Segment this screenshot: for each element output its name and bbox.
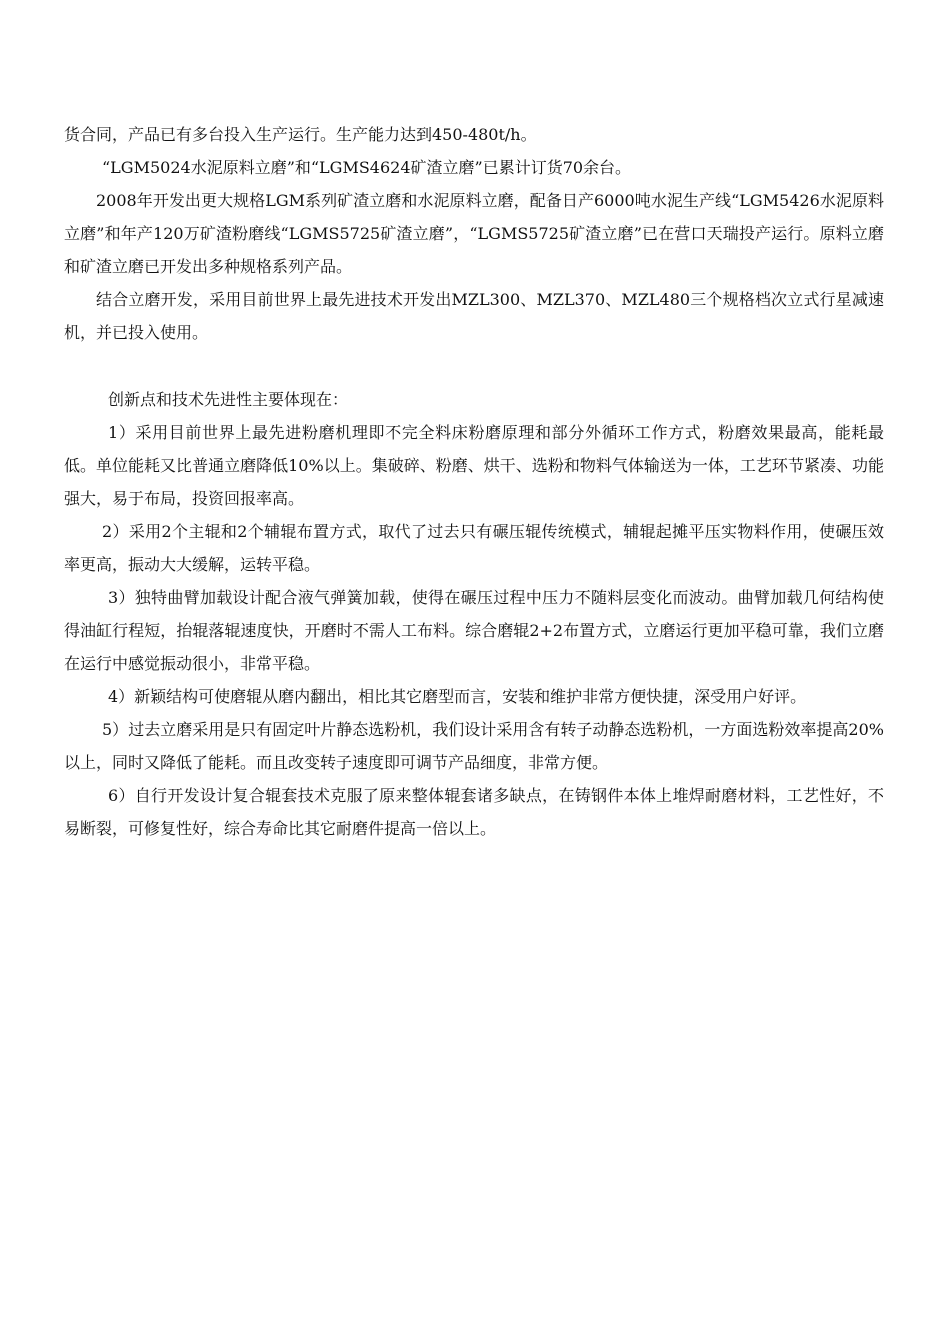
point-2: 2）采用2个主辊和2个辅辊布置方式，取代了过去只有碾压辊传统模式，辅辊起摊平压实物料作用，使碾压效率更高，振动大大缓解，运转平稳。 [64, 522, 884, 574]
paragraph-reducer-development: 结合立磨开发，采用目前世界上最先进技术开发出MZL300、MZL370、MZL480三个规格档次立式行星减速机，并已投入使用。 [64, 290, 884, 342]
section-heading: 创新点和技术先进性主要体现在： [108, 390, 349, 409]
paragraph-2008-development: 2008年开发出更大规格LGM系列矿渣立磨和水泥原料立磨，配备日产6000吨水泥生产线“LGM5426水泥原料立磨”和年产120万矿渣粉磨线“LGMS5725矿渣立磨”，“LGMS5725矿渣立磨”已在营口天瑞投产运行。原料立磨和矿渣立磨已开发出多种规格系列产品。 [64, 191, 884, 276]
point-4: 4）新颖结构可使磨辊从磨内翻出，相比其它磨型而言，安装和维护非常方便快捷，深受用户好评。 [108, 687, 807, 706]
point-3: 3）独特曲臂加载设计配合液气弹簧加载，使得在碾压过程中压力不随料层变化而波动。曲臂加载几何结构使得油缸行程短，抬辊落辊速度快，开磨时不需人工布料。综合磨辊2+2布置方式，立磨运行更加平稳可靠，我们立磨在运行中感觉振动很小，非常平稳。 [64, 588, 884, 673]
point-5: 5）过去立磨采用是只有固定叶片静态选粉机，我们设计采用含有转子动静态选粉机，一方面选粉效率提高20%以上，同时又降低了能耗。而且改变转子速度即可调节产品细度，非常方便。 [64, 720, 884, 772]
point-6: 6）自行开发设计复合辊套技术克服了原来整体辊套诸多缺点，在铸钢件本体上堆焊耐磨材料，工艺性好，不易断裂，可修复性好，综合寿命比其它耐磨件提高一倍以上。 [64, 786, 884, 838]
paragraph-continuation: 货合同，产品已有多台投入生产运行。生产能力达到450-480t/h。 [64, 125, 537, 144]
point-1: 1）采用目前世界上最先进粉磨机理即不完全料床粉磨原理和部分外循环工作方式，粉磨效果最高，能耗最低。单位能耗又比普通立磨降低10%以上。集破碎、粉磨、烘干、选粉和物料气体输送为一体，工艺环节紧凑、功能强大，易于布局，投资回报率高。 [64, 423, 884, 508]
paragraph-order-count: “LGM5024水泥原料立磨”和“LGMS4624矿渣立磨”已累计订货70余台。 [102, 158, 632, 177]
blank-line [64, 349, 884, 383]
document-body [64, 118, 884, 845]
